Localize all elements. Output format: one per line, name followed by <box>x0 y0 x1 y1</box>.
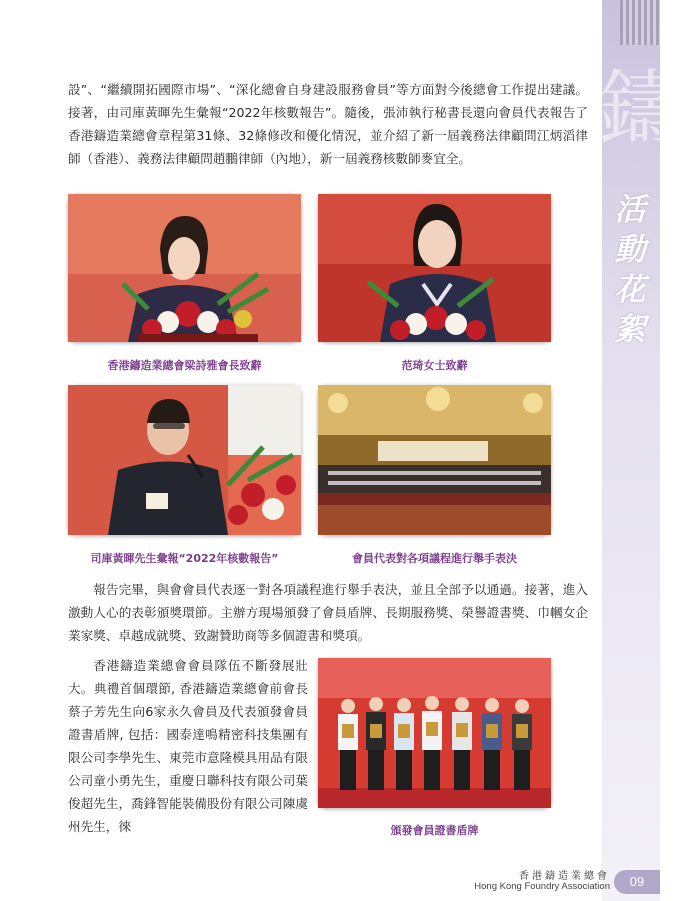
caption-photo-1: 香港鑄造業總會梁詩雅會長致辭 <box>107 359 262 372</box>
photo-president-speech <box>68 194 301 342</box>
photo-award-group <box>318 658 551 808</box>
caption-photo-4: 會員代表對各項議程進行舉手表決 <box>352 552 517 565</box>
footer-org-name-cn: 香港鑄造業總會 <box>519 871 610 882</box>
page-number: 09 <box>614 870 660 894</box>
paragraph-3: 香港鑄造業總會會員隊伍不斷發展壯大。典禮首個環節, 香港鑄造業總會前會長蔡子芳先生向6家永久會員及代表頒發會員證書盾牌, 包括：國泰達鳴精密科技集團有限公司李學先生、東莞市意隆模具用品有限公司童小勇先生，重慶日聯科技有限公司葉俊超先生，喬鋒智能裝備股份有限公司陳虞州先生，徠 <box>68 658 308 834</box>
paragraph-2: 報告完畢，與會會員代表逐一對各項議程進行舉手表決，並且全部予以通過。接著，進入激動人心的表彰頒獎環節。主辦方現場頒發了會員盾牌、長期服務獎、榮譽證書獎、巾幗女企業家獎、卓越成就獎、致謝贊助商等多個證書和獎項。 <box>68 582 588 643</box>
sidebar-ornament <box>620 0 660 45</box>
sidebar <box>598 0 680 901</box>
sidebar-watermark-char: 鑄 <box>598 62 680 157</box>
caption-photo-2: 范琦女士致辭 <box>401 359 468 372</box>
footer-org-name-en: Hong Kong Foundry Association <box>474 881 610 892</box>
photo-member-vote <box>318 385 551 535</box>
photo-fan-qi-speech <box>318 194 551 342</box>
caption-photo-3: 司庫黃暉先生彙報“2022年核數報告” <box>90 552 279 565</box>
section-title: 活動花絮 <box>614 192 646 348</box>
photo-treasurer-report <box>68 385 301 535</box>
paragraph-1: 設”、“繼續開拓國際市場”、“深化總會自身建設服務會員”等方面對今後總會工作提出建議。接著，由司庫黃暉先生彙報“2022年核數報告”。隨後，張沛執行秘書長還向會員代表報告了香港鑄造業總會章程第31條、32條修改和優化情況，並介紹了新一屆義務法律顧問江炳滔律師（香港）、義務法律顧問趙鵬律師（內地），新一屆義務核數師麥宜全。 <box>68 82 588 166</box>
caption-photo-5: 頒發會員證書盾牌 <box>390 824 479 837</box>
